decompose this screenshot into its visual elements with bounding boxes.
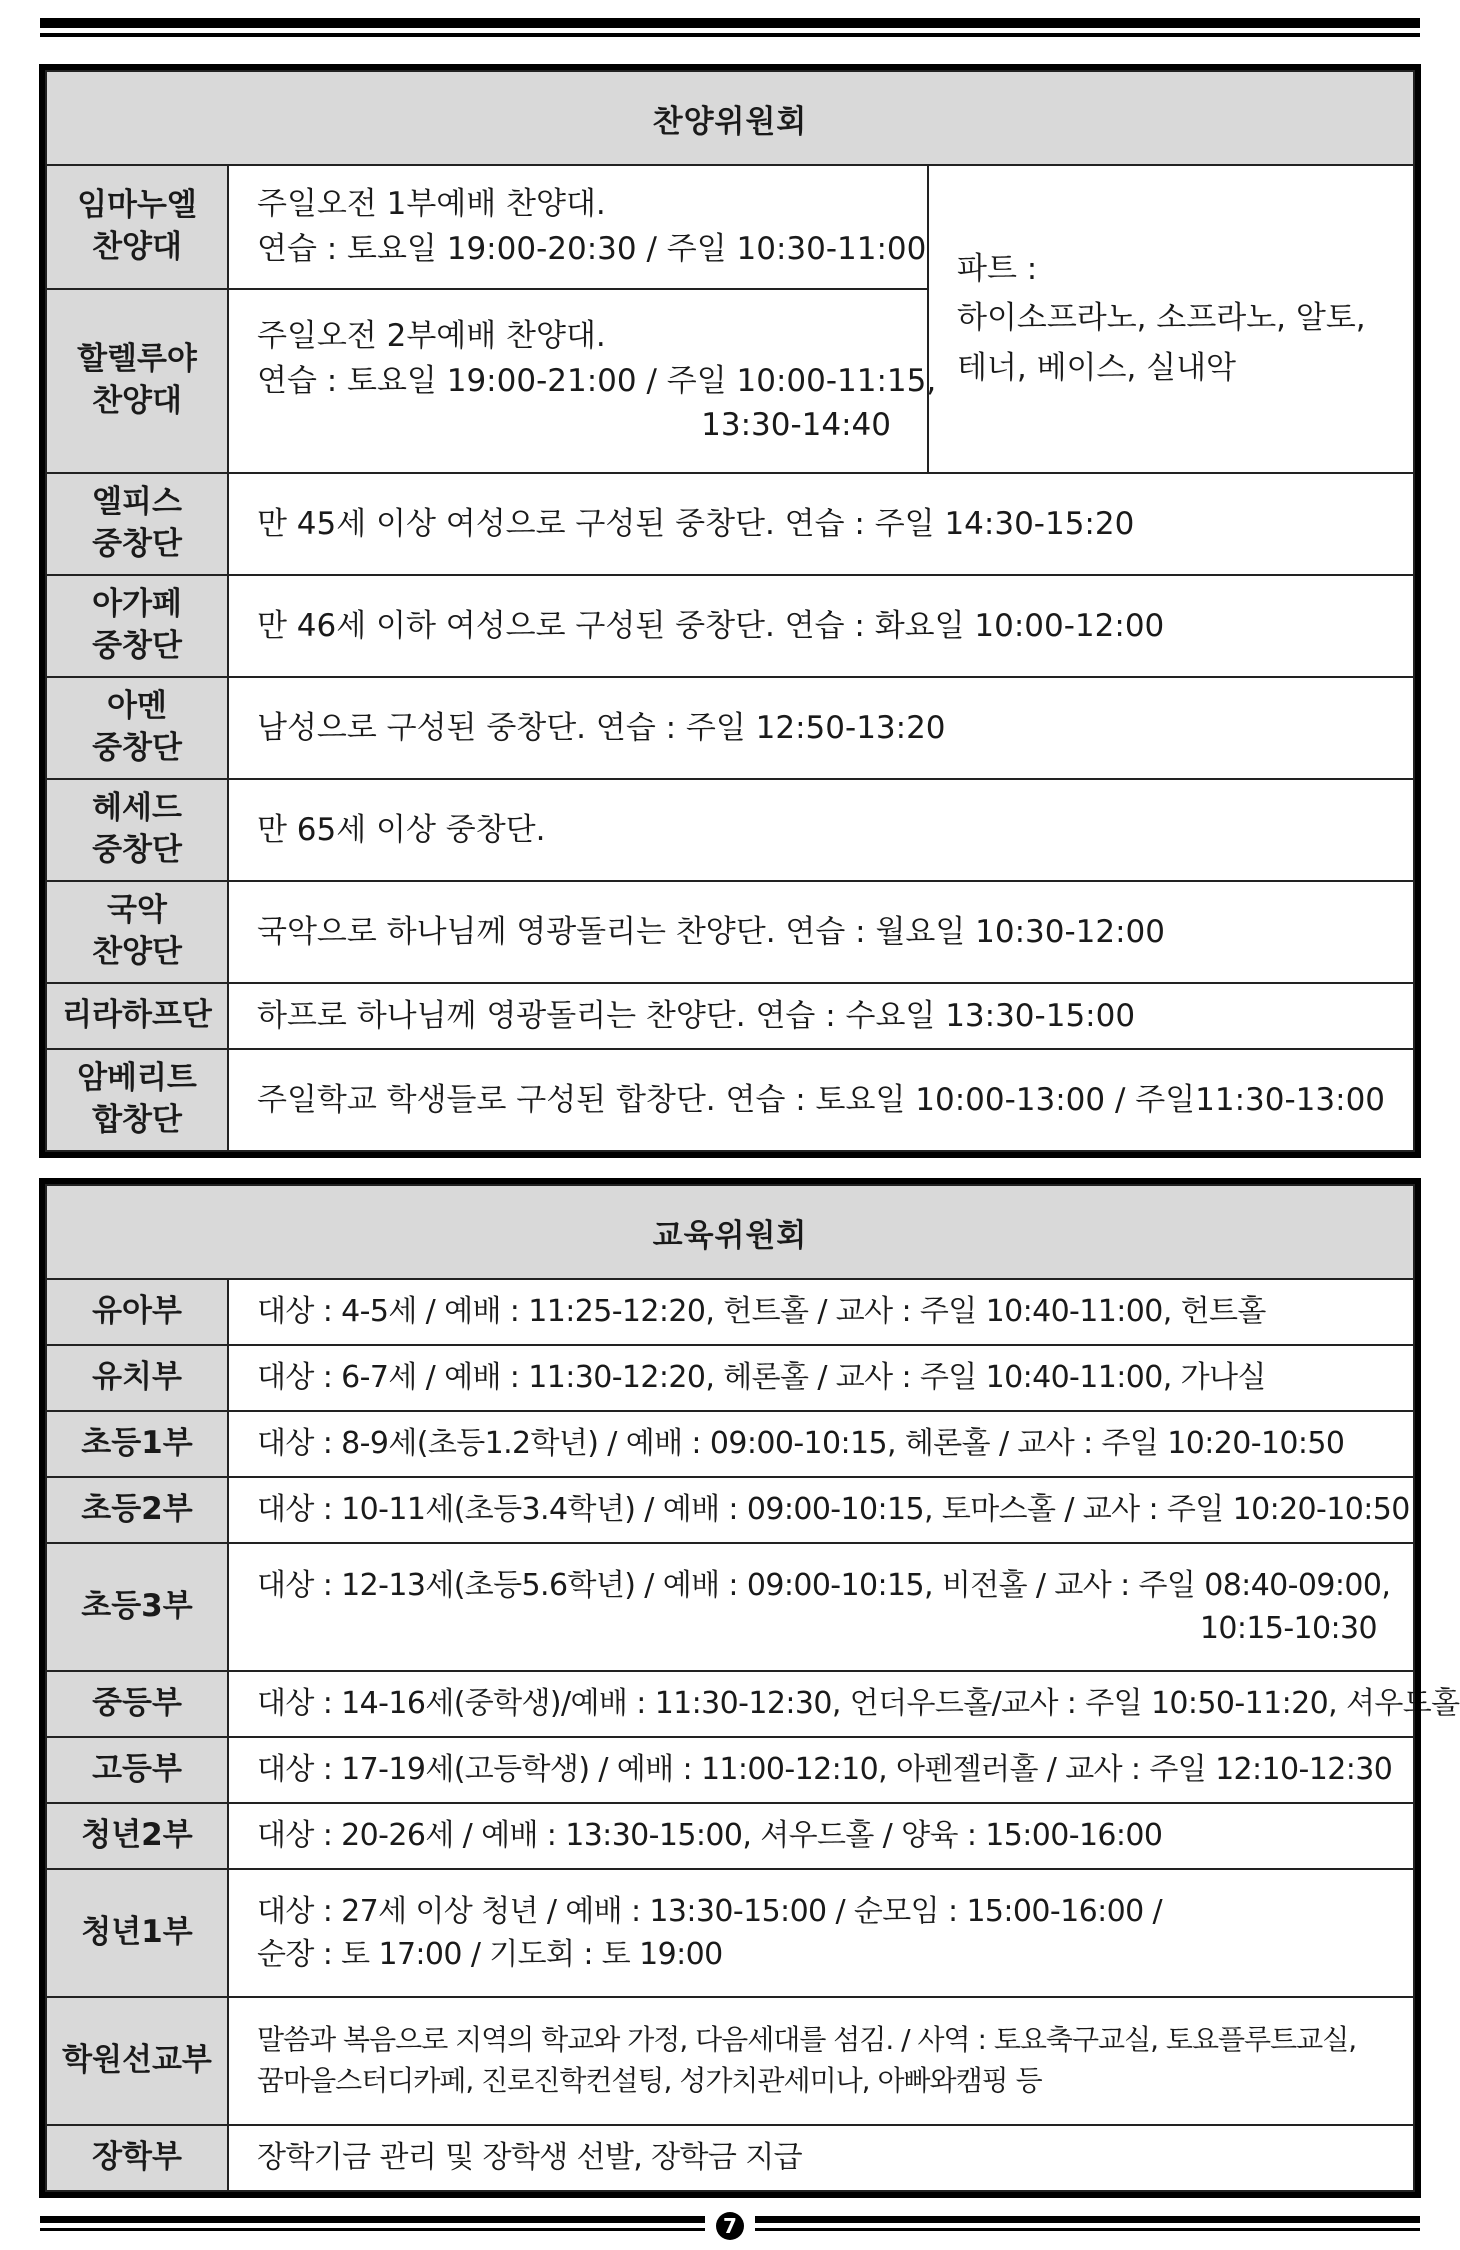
choir-committee-table <box>45 70 1415 1152</box>
row-description: 대상 : 12-13세(초등5.6학년) / 예배 : 09:00-10:15, 비전홀 / 교사 : 주일 08:40-09:00, 10:15-10:30 <box>228 1543 1414 1671</box>
education-committee-table <box>45 1184 1460 2192</box>
row-label: 아가페 중창단 <box>46 575 228 677</box>
row-label: 초등1부 <box>46 1411 228 1477</box>
parts-cell: 파트 : 하이소프라노, 소프라노, 알토, 테너, 베이스, 실내악 <box>928 165 1414 473</box>
row-label: 초등2부 <box>46 1477 228 1543</box>
row-description: 만 45세 이상 여성으로 구성된 중창단. 연습 : 주일 14:30-15:20 <box>228 473 1414 575</box>
row-description: 만 46세 이하 여성으로 구성된 중창단. 연습 : 화요일 10:00-12:00 <box>228 575 1414 677</box>
row-description: 대상 : 8-9세(초등1.2학년) / 예배 : 09:00-10:15, 헤론홀 / 교사 : 주일 10:20-10:50 <box>228 1411 1414 1477</box>
row-description: 장학기금 관리 및 장학생 선발, 장학금 지급 <box>228 2125 1414 2191</box>
row-label: 고등부 <box>46 1737 228 1803</box>
row-description: 대상 : 20-26세 / 예배 : 13:30-15:00, 셔우드홀 / 양육 : 15:00-16:00 <box>228 1803 1414 1869</box>
footer-rule-left <box>40 2216 705 2223</box>
row-label: 헤세드 중창단 <box>46 779 228 881</box>
footer-rule-left-thin <box>40 2228 705 2231</box>
row-label: 리라하프단 <box>46 983 228 1049</box>
row-description: 대상 : 4-5세 / 예배 : 11:25-12:20, 헌트홀 / 교사 : 주일 10:40-11:00, 헌트홀 <box>228 1279 1414 1345</box>
row-description: 대상 : 6-7세 / 예배 : 11:30-12:20, 헤론홀 / 교사 : 주일 10:40-11:00, 가나실 <box>228 1345 1414 1411</box>
row-label: 장학부 <box>46 2125 228 2191</box>
row-label: 국악 찬양단 <box>46 881 228 983</box>
row-label: 청년1부 <box>46 1869 228 1997</box>
header-rule-thin <box>40 33 1420 37</box>
row-description: 만 65세 이상 중창단. <box>228 779 1414 881</box>
row-label: 엘피스 중창단 <box>46 473 228 575</box>
row-label: 초등3부 <box>46 1543 228 1671</box>
row-description: 남성으로 구성된 중창단. 연습 : 주일 12:50-13:20 <box>228 677 1414 779</box>
row-description: 대상 : 17-19세(고등학생) / 예배 : 11:00-12:10, 아펜젤러홀 / 교사 : 주일 12:10-12:30 <box>228 1737 1414 1803</box>
row-description: 주일오전 2부예배 찬양대. 연습 : 토요일 19:00-21:00 / 주일 10:00-11:15, 13:30-14:40 <box>228 289 928 473</box>
row-label: 임마누엘 찬양대 <box>46 165 228 289</box>
row-label: 유치부 <box>46 1345 228 1411</box>
row-label: 유아부 <box>46 1279 228 1345</box>
row-description: 하프로 하나님께 영광돌리는 찬양단. 연습 : 수요일 13:30-15:00 <box>228 983 1414 1049</box>
row-label: 암베리트 합창단 <box>46 1049 228 1151</box>
row-label: 할렐루야 찬양대 <box>46 289 228 473</box>
row-description: 국악으로 하나님께 영광돌리는 찬양단. 연습 : 월요일 10:30-12:00 <box>228 881 1414 983</box>
page-number: 7 <box>716 2212 744 2240</box>
row-description: 주일학교 학생들로 구성된 합창단. 연습 : 토요일 10:00-13:00 / 주일11:30-13:00 <box>228 1049 1414 1151</box>
row-description: 대상 : 14-16세(중학생)/예배 : 11:30-12:30, 언더우드홀/교사 : 주일 10:50-11:20, 셔우드홀 <box>228 1671 1414 1737</box>
row-description: 대상 : 27세 이상 청년 / 예배 : 13:30-15:00 / 순모임 : 15:00-16:00 / 순장 : 토 17:00 / 기도회 : 토 19:00 <box>228 1869 1414 1997</box>
row-label: 청년2부 <box>46 1803 228 1869</box>
row-description: 대상 : 10-11세(초등3.4학년) / 예배 : 09:00-10:15, 토마스홀 / 교사 : 주일 10:20-10:50 <box>228 1477 1414 1543</box>
row-label: 중등부 <box>46 1671 228 1737</box>
row-label: 학원선교부 <box>46 1997 228 2125</box>
section-title: 교육위원회 <box>46 1185 1414 1279</box>
page-footer <box>40 2212 1420 2238</box>
row-description: 주일오전 1부예배 찬양대. 연습 : 토요일 19:00-20:30 / 주일 10:30-11:00 <box>228 165 928 289</box>
row-description: 말씀과 복음으로 지역의 학교와 가정, 다음세대를 섬김. / 사역 : 토요축구교실, 토요플루트교실, 꿈마을스터디카페, 진로진학컨설팅, 성가치관세미나, 아빠와캠핑 등 <box>228 1997 1414 2125</box>
footer-rule-right-thin <box>755 2228 1420 2231</box>
header-rule-thick <box>40 18 1420 28</box>
footer-rule-right <box>755 2216 1420 2223</box>
section-title: 찬양위원회 <box>46 71 1414 165</box>
row-label: 아멘 중창단 <box>46 677 228 779</box>
